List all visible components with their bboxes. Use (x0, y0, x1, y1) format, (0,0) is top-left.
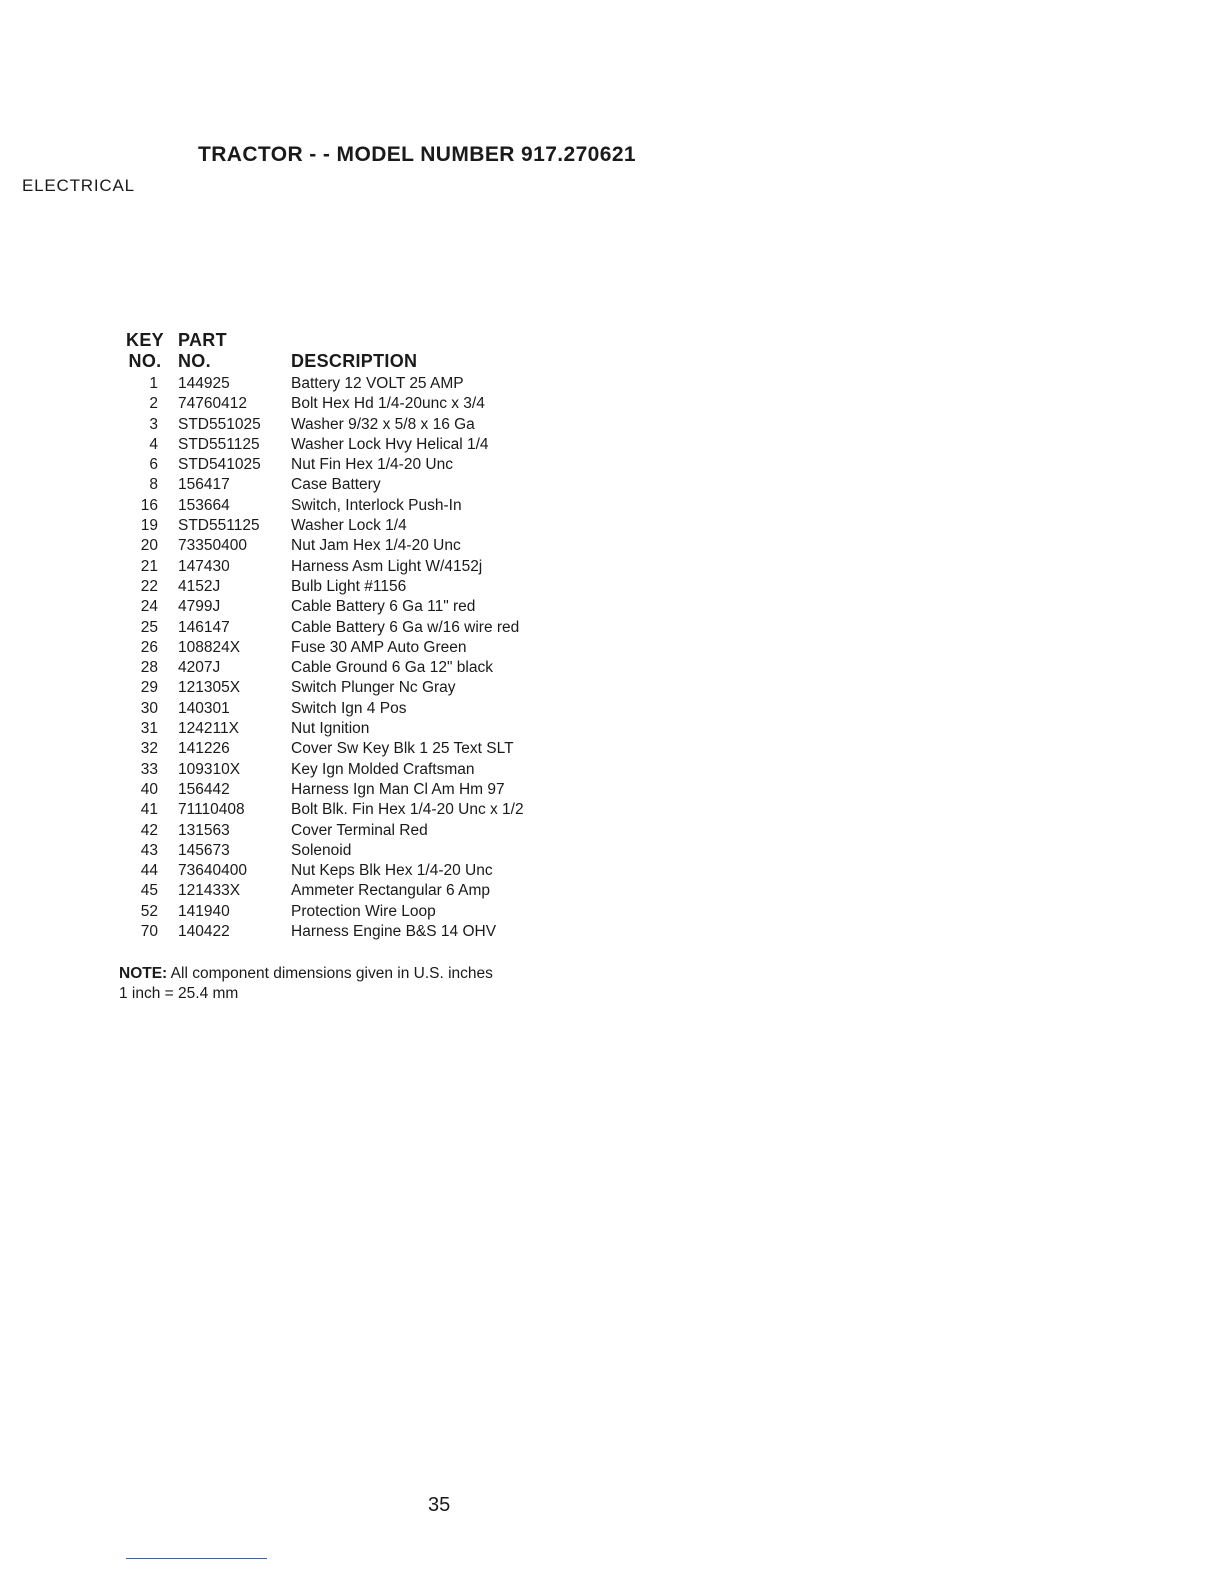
key-no-cell: 42 (140, 821, 158, 839)
description-cell: Washer Lock 1/4 (291, 517, 407, 535)
part-no-cell: STD551125 (178, 517, 260, 535)
part-no-cell: 144925 (178, 375, 230, 392)
table-row (112, 881, 524, 901)
key-no-cell: 26 (140, 638, 158, 656)
key-no-cell: 43 (140, 841, 158, 859)
table-row (112, 455, 524, 475)
key-no-cell: 22 (140, 577, 158, 595)
key-no-cell: 32 (140, 740, 158, 758)
key-no-cell: 21 (140, 557, 158, 575)
table-row (112, 922, 524, 942)
part-no-cell: STD551125 (178, 435, 260, 453)
table-row (112, 516, 524, 536)
description-cell: Harness Ign Man Cl Am Hm 97 (291, 780, 505, 798)
description-cell: Cable Battery 6 Ga w/16 wire red (291, 618, 520, 636)
part-no-cell: 141226 (178, 740, 230, 758)
parts-table-body (112, 372, 524, 942)
key-no-cell: 4 (149, 435, 158, 453)
part-no-cell: 131563 (178, 821, 230, 839)
note-text: All component dimensions given in U.S. inches (170, 965, 493, 982)
section-label: ELECTRICAL (22, 176, 135, 195)
part-no-cell: 73350400 (178, 537, 247, 555)
key-no-cell: 40 (140, 780, 158, 798)
key-no-cell: 20 (140, 537, 158, 555)
key-no-cell: 29 (140, 679, 158, 697)
header-row-bottom (112, 351, 524, 372)
part-no-cell: 121305X (178, 679, 241, 697)
key-no-cell: 33 (140, 760, 158, 778)
description-cell: Battery 12 VOLT 25 AMP (291, 375, 464, 392)
table-row (112, 618, 524, 638)
part-no-header-top: PART (178, 330, 227, 350)
key-no-cell: 1 (149, 375, 158, 392)
part-no-cell: 73640400 (178, 862, 247, 880)
table-row (112, 597, 524, 617)
note-conversion: 1 inch = 25.4 mm (119, 985, 239, 1002)
description-cell: Nut Keps Blk Hex 1/4-20 Unc (291, 862, 493, 880)
key-no-cell: 70 (140, 923, 158, 941)
part-no-cell: 146147 (178, 618, 230, 636)
parts-table (112, 330, 524, 942)
header-row-top (112, 330, 524, 351)
part-no-cell: STD551025 (178, 415, 261, 433)
description-cell: Cover Terminal Red (291, 821, 428, 839)
table-row (112, 394, 524, 414)
key-no-cell: 44 (140, 862, 158, 880)
part-no-cell: 4152J (178, 577, 221, 595)
table-row (112, 435, 524, 455)
table-row (112, 902, 524, 922)
part-no-cell: 4207J (178, 659, 221, 677)
table-row (112, 415, 524, 435)
key-no-cell: 28 (140, 659, 158, 677)
key-no-cell: 52 (140, 902, 158, 920)
table-row (112, 475, 524, 495)
key-no-cell: 3 (149, 415, 158, 433)
bottom-rule (126, 1558, 267, 1559)
table-row (112, 821, 524, 841)
note (119, 964, 493, 1004)
part-no-header-bottom: NO. (178, 351, 211, 371)
part-no-cell: 156417 (178, 476, 230, 494)
description-cell: Nut Jam Hex 1/4-20 Unc (291, 537, 461, 555)
part-no-cell: 141940 (178, 902, 230, 920)
table-row (112, 557, 524, 577)
part-no-cell: 140422 (178, 923, 230, 941)
table-row (112, 536, 524, 556)
description-header-spacer (291, 330, 524, 351)
part-no-cell: 140301 (178, 699, 230, 717)
key-no-cell: 19 (140, 517, 158, 535)
description-cell: Harness Engine B&S 14 OHV (291, 923, 497, 941)
part-no-cell: 121433X (178, 882, 241, 900)
part-no-cell: 156442 (178, 780, 230, 798)
table-row (112, 800, 524, 820)
part-no-cell: 124211X (178, 720, 239, 738)
description-cell: Switch, Interlock Push-In (291, 496, 462, 514)
description-cell: Cable Battery 6 Ga 11" red (291, 598, 476, 616)
table-row (112, 678, 524, 698)
page-number: 35 (428, 1494, 451, 1516)
description-cell: Harness Asm Light W/4152j (291, 557, 483, 575)
description-cell: Washer 9/32 x 5/8 x 16 Ga (291, 415, 475, 433)
table-row (112, 739, 524, 759)
description-cell: Nut Ignition (291, 720, 370, 738)
key-no-header-top: KEY (126, 330, 164, 350)
key-no-cell: 2 (149, 395, 158, 413)
key-no-cell: 30 (140, 699, 158, 717)
table-row (112, 496, 524, 516)
table-row (112, 577, 524, 597)
description-cell: Nut Fin Hex 1/4-20 Unc (291, 456, 453, 474)
key-no-header-bottom: NO. (128, 351, 162, 371)
description-cell: Case Battery (291, 476, 381, 494)
key-no-cell: 41 (140, 801, 158, 819)
description-cell: Protection Wire Loop (291, 902, 436, 920)
table-row (112, 760, 524, 780)
key-no-cell: 6 (149, 456, 158, 474)
description-cell: Switch Ign 4 Pos (291, 699, 407, 717)
key-no-cell: 31 (140, 720, 158, 738)
description-cell: Washer Lock Hvy Helical 1/4 (291, 435, 489, 453)
part-no-cell: 108824X (178, 638, 241, 656)
part-no-cell: 71110408 (178, 801, 245, 819)
part-no-cell: STD541025 (178, 456, 261, 474)
part-no-cell: 109310X (178, 760, 241, 778)
table-row (112, 658, 524, 678)
key-no-cell: 24 (140, 598, 158, 616)
key-no-cell: 25 (140, 618, 158, 636)
parts-table-header (112, 330, 524, 372)
description-cell: Fuse 30 AMP Auto Green (291, 638, 467, 656)
part-no-cell: 4799J (178, 598, 221, 616)
description-cell: Key Ign Molded Craftsman (291, 760, 475, 778)
description-cell: Solenoid (291, 841, 352, 859)
part-no-cell: 153664 (178, 496, 230, 514)
part-no-cell: 74760412 (178, 395, 247, 413)
table-row (112, 699, 524, 719)
description-cell: Bulb Light #1156 (291, 577, 407, 595)
description-cell: Cover Sw Key Blk 1 25 Text SLT (291, 740, 514, 758)
table-row (112, 841, 524, 861)
description-cell: Ammeter Rectangular 6 Amp (291, 882, 491, 900)
table-row (112, 372, 524, 394)
table-row (112, 638, 524, 658)
part-no-cell: 147430 (178, 557, 230, 575)
description-cell: Switch Plunger Nc Gray (291, 679, 456, 697)
key-no-cell: 16 (140, 496, 158, 514)
description-header: DESCRIPTION (291, 351, 418, 371)
key-no-cell: 45 (140, 882, 158, 900)
part-no-cell: 145673 (178, 841, 230, 859)
page-title: TRACTOR - - MODEL NUMBER 917.270621 (198, 143, 636, 166)
description-cell: Bolt Blk. Fin Hex 1/4-20 Unc x 1/2 (291, 801, 524, 819)
key-no-cell: 8 (149, 476, 158, 494)
description-cell: Cable Ground 6 Ga 12" black (291, 659, 493, 677)
description-cell: Bolt Hex Hd 1/4-20unc x 3/4 (291, 395, 485, 413)
table-row (112, 719, 524, 739)
table-row (112, 780, 524, 800)
table-row (112, 861, 524, 881)
note-label: NOTE: (119, 965, 168, 982)
